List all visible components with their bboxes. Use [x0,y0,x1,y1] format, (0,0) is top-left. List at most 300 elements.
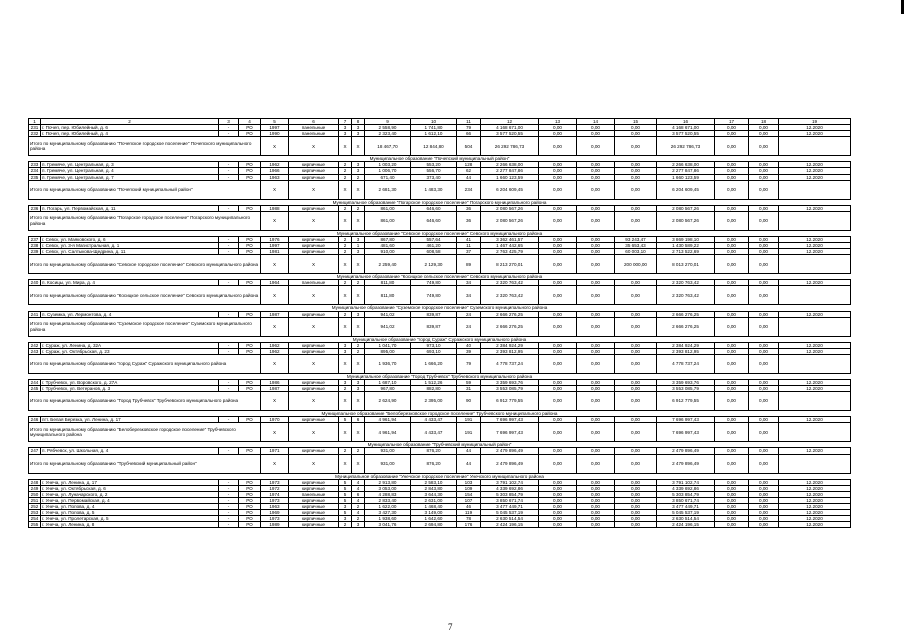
table-cell: 12.2020 [779,417,851,423]
table-cell: 12.2020 [779,249,851,255]
column-number-cell: 3 [219,119,239,125]
table-cell: - [219,491,239,497]
table-cell: 0,00 [577,211,615,230]
table-cell: 0,00 [715,454,749,473]
table-cell: 34 [457,280,481,286]
table-cell: - [219,249,239,255]
table-cell: 2 630 514,54 [657,516,715,522]
table-cell: X [352,423,365,442]
table-cell: кирпичные [289,379,339,385]
table-cell: 0,00 [715,379,749,385]
table-cell: 0,00 [615,162,657,168]
subtotal-row [29,354,851,373]
table-cell: 2 713 522,69 [657,249,715,255]
table-cell: 0,00 [715,131,749,137]
table-cell: 0,00 [715,386,749,392]
table-cell: 0,00 [577,348,615,354]
table-cell: 931,00 [365,454,411,473]
table-cell: 1997 [261,125,289,131]
table-cell: X [352,211,365,230]
table-cell: 0,00 [749,280,779,286]
table-cell: 1962 [261,342,289,348]
table-cell: 0,00 [539,497,577,503]
table-cell: кирпичные [289,386,339,392]
table-cell: 0,00 [749,522,779,528]
table-cell: 3 [352,311,365,317]
address-cell: п. Рябчевск, ул. Школьная, д. 4 [41,448,219,454]
table-cell: 0,00 [577,168,615,174]
address-cell: г. Унеча, ул. Первомайская, д. 4 [41,497,219,503]
subtotal-label: Итого по муниципальному образованию "город Сураж" Суражского муниципального района [29,354,261,373]
table-cell: 3 362 461,57 [481,236,539,242]
table-cell: 6 [352,417,365,423]
table-cell: X [339,137,352,156]
table-cell: 12.2020 [779,522,851,528]
table-cell: 39 [457,348,481,354]
table-cell: 4 [352,510,365,516]
table-cell: X [261,180,289,199]
table-cell: 0,00 [577,379,615,385]
table-cell: 238 [29,243,41,249]
table-cell: 504 [457,137,481,156]
table-cell: 2 [339,522,352,528]
table-cell: 0,00 [749,317,779,336]
table-cell: 5 [339,510,352,516]
table-cell: 0,00 [615,454,657,473]
table-cell: кирпичные [289,311,339,317]
table-cell: 0,00 [749,504,779,510]
table-cell: 0,00 [615,211,657,230]
table-cell: 107 [457,497,481,503]
table-cell: 0,00 [615,168,657,174]
table-cell: 910,00 [365,249,411,255]
table-cell: 4 [352,497,365,503]
table-cell: 3 553 085,79 [657,386,715,392]
table-cell: 251 [29,497,41,503]
column-number-cell: 8 [352,119,365,125]
table-cell: 0,00 [749,249,779,255]
table-cell: X [339,423,352,442]
table-cell: 0,00 [539,317,577,336]
table-cell: 0,00 [577,137,615,156]
table-cell: 0,00 [749,205,779,211]
table-cell: 0,00 [715,137,749,156]
table-cell: 1 666,20 [411,354,457,373]
table-cell: 0,00 [749,479,779,485]
address-cell: г. Севск, ул. 3-я Магистральная, д. 1 [41,243,219,249]
table-cell [779,317,851,336]
table-cell: 0,00 [749,174,779,180]
table-cell: 2 666 276,25 [657,317,715,336]
table-cell: 79 [457,125,481,131]
table-cell: РО [239,485,261,491]
table-cell: 0,00 [615,125,657,131]
table-cell: 0,00 [577,311,615,317]
table-cell: 4 168 671,00 [481,125,539,131]
table-cell: - [219,379,239,385]
table-cell: 2 [352,174,365,180]
table-cell: 4 961,94 [365,423,411,442]
table-cell: 0,00 [749,386,779,392]
table-cell: - [219,174,239,180]
table-cell: 0,00 [749,255,779,274]
table-cell: X [261,255,289,274]
table-cell: - [219,311,239,317]
table-cell: - [219,236,239,242]
table-cell: 0,00 [577,255,615,274]
table-cell: 191 [457,417,481,423]
table-cell: 3 [352,236,365,242]
table-cell: 0,00 [715,342,749,348]
table-cell: 2 393 812,95 [657,348,715,354]
table-cell: 2 259,40 [365,255,411,274]
table-cell: 3 477 449,71 [657,504,715,510]
table-cell: 26 292 786,73 [657,137,715,156]
table-cell: 0,00 [615,448,657,454]
table-cell: 0,00 [715,485,749,491]
table-cell: 3 [352,386,365,392]
table-cell: 0,00 [749,354,779,373]
table-cell: кирпичные [289,243,339,249]
table-cell: 0,00 [749,510,779,516]
table-cell: 12.2020 [779,205,851,211]
table-cell: 4 [352,479,365,485]
table-cell: 0,00 [615,311,657,317]
subtotal-row [29,454,851,473]
table-cell: 1963 [261,174,289,180]
table-cell: - [219,125,239,131]
table-cell: 0,00 [577,342,615,348]
table-cell: 0,00 [749,211,779,230]
table-cell: 4 168 671,00 [657,125,715,131]
table-cell: 26 292 786,73 [481,137,539,156]
table-cell: 0,00 [749,162,779,168]
table-cell: РО [239,205,261,211]
table-cell: 79 [457,354,481,373]
table-cell: РО [239,125,261,131]
table-cell: 253 [29,510,41,516]
table-cell: 6 204 609,45 [481,180,539,199]
table-cell: 247 [29,448,41,454]
table-cell: 0,00 [615,386,657,392]
table-cell: 2 843,80 [411,485,457,491]
table-cell: 1963 [261,504,289,510]
table-cell: панельные [289,125,339,131]
table-cell: 2 [352,280,365,286]
table-cell: 0,00 [577,243,615,249]
table-cell: 1 612,10 [411,131,457,137]
table-cell: 60 003,10 [615,249,657,255]
table-cell: 1971 [261,448,289,454]
table-cell: 0,00 [577,497,615,503]
table-cell: 4 339 692,86 [481,485,539,491]
address-cell: г. Унеча, ул. Попова, д. 4 [41,504,219,510]
column-number-cell: 5 [261,119,289,125]
subtotal-row [29,286,851,305]
table-cell: 671,40 [365,174,411,180]
table-cell: 861,00 [365,211,411,230]
table-cell: 0,00 [539,354,577,373]
table-cell: 0,00 [539,286,577,305]
table-cell: 3 477 449,71 [481,504,539,510]
table-cell: 12.2020 [779,516,851,522]
table-cell: 0,00 [749,342,779,348]
table-cell: - [219,504,239,510]
table-cell: 1973 [261,516,289,522]
table-cell: 2 320 763,42 [481,286,539,305]
table-cell: 0,00 [539,348,577,354]
column-number-cell: 14 [577,119,615,125]
table-cell: 12.2020 [779,497,851,503]
table-cell: 0,00 [577,236,615,242]
section-title: Муниципальное образование "Косицкое сельское поселение" Севского муниципального района [29,274,851,280]
table-cell: РО [239,249,261,255]
table-cell: 2 320 763,42 [481,280,539,286]
table-cell: 0,00 [749,497,779,503]
table-cell: 0,00 [715,510,749,516]
table-cell: 2 266 638,00 [481,162,539,168]
table-cell: 37 [457,249,481,255]
table-cell: РО [239,510,261,516]
table-cell: X [289,392,339,411]
table-cell: 2 080 567,26 [481,205,539,211]
table-cell: 876,20 [411,448,457,454]
table-cell: 248 [29,479,41,485]
table-cell: 0,00 [577,479,615,485]
table-cell: 0,00 [577,423,615,442]
table-cell: 1973 [261,479,289,485]
table-cell: 0,00 [577,131,615,137]
table-cell: 0,00 [749,516,779,522]
table-cell: 1 687,10 [365,379,411,385]
table-cell: 0,00 [615,286,657,305]
table-cell: 0,00 [615,137,657,156]
table-cell: 553,20 [411,162,457,168]
table-cell: X [339,354,352,373]
table-cell: 12.2020 [779,510,851,516]
table-cell: 0,00 [539,448,577,454]
column-number-cell: 12 [481,119,539,125]
table-cell: 0,00 [615,485,657,491]
table-cell: 1 741,80 [411,125,457,131]
table-cell: 2 080 567,26 [481,211,539,230]
table-cell: 3 [352,162,365,168]
table-cell: 1 003,20 [365,162,411,168]
table-cell: 240 [29,280,41,286]
table-cell: - [219,386,239,392]
table-cell: 191 [457,423,481,442]
table-cell: - [219,522,239,528]
table-cell: 12.2020 [779,125,851,131]
table-cell: 1966 [261,168,289,174]
table-cell: 40 [457,342,481,348]
table-cell: 1989 [261,522,289,528]
table-cell: 234 [457,180,481,199]
table-cell: 2 479 896,49 [657,454,715,473]
section-title: Муниципальное образование "Суземское городское поселение" Суземского муниципального района [29,305,851,311]
table-cell: 231 [29,125,41,131]
column-number-cell: 1 [29,119,41,125]
table-cell: X [289,286,339,305]
table-cell: 0,00 [749,485,779,491]
table-cell: 1 660 123,59 [481,174,539,180]
table-cell: 0,00 [749,125,779,131]
table-cell: 12.2020 [779,162,851,168]
table-cell: 255 [29,522,41,528]
table-cell: 3 791 102,74 [481,479,539,485]
table-cell: X [261,317,289,336]
table-cell: кирпичные [289,249,339,255]
table-cell: 0,00 [715,491,749,497]
table-cell: 93 243,47 [615,236,657,242]
table-cell: 2 630 514,54 [481,516,539,522]
table-cell: 0,00 [749,243,779,249]
table-cell: 1 512,26 [411,379,457,385]
table-cell: 0,00 [615,354,657,373]
table-cell: 0,00 [615,317,657,336]
table-cell: 0,00 [615,417,657,423]
table-cell: 35 653,43 [615,243,657,249]
table-cell: 0,00 [749,131,779,137]
table-cell: 2 479 896,49 [481,454,539,473]
table-cell: 0,00 [615,510,657,516]
table-cell: кирпичные [289,168,339,174]
table-cell: 3 427,30 [365,510,411,516]
section-title: Муниципальное образование "Унечское городское поселение" Унечского муниципального района [29,473,851,479]
table-cell: X [289,211,339,230]
table-cell: 249 [29,485,41,491]
table-cell: X [261,423,289,442]
table-cell: 0,00 [615,280,657,286]
table-cell: 2 479 896,49 [657,448,715,454]
address-cell: п. Гремяче, ул. Центральная, д. 3 [41,162,219,168]
table-cell: 0,00 [715,497,749,503]
table-cell: 5 [339,417,352,423]
table-cell: кирпичные [289,448,339,454]
table-cell: 0,00 [539,137,577,156]
table-cell: 4 339 692,86 [657,485,715,491]
column-number-cell: 16 [657,119,715,125]
table-cell: 200 000,00 [615,255,657,274]
table-cell: 0,00 [615,205,657,211]
table-cell: X [289,317,339,336]
table-cell: 0,00 [615,504,657,510]
table-cell: 0,00 [749,417,779,423]
table-cell: 0,00 [577,504,615,510]
table-cell: 0,00 [539,236,577,242]
table-cell: панельные [289,131,339,137]
table-cell: 3 850 671,74 [657,497,715,503]
subtotal-label: Итого по муниципальному образованию "Погарское городское поселение" Погарского муниципального района [29,211,261,230]
table-cell: 119 [457,510,481,516]
column-number-cell: 11 [457,119,481,125]
table-cell: 3 041,76 [365,522,411,528]
table-cell: 4 778 737,24 [657,354,715,373]
column-number-cell: 10 [411,119,457,125]
table-cell: X [261,211,289,230]
table-cell: 0,00 [539,504,577,510]
table-cell: 0,00 [539,168,577,174]
table-cell: 839,87 [411,317,457,336]
subtotal-label: Итого по муниципальному образованию "Белоберезковское городское поселение" Трубчевского муниципального района [29,423,261,442]
column-number-cell: 13 [539,119,577,125]
table-cell: 103 [457,479,481,485]
table-cell: 1 483,30 [411,180,457,199]
table-cell: 0,00 [715,286,749,305]
column-number-cell: 18 [749,119,779,125]
column-number-cell: 4 [239,119,261,125]
table-cell: - [219,168,239,174]
table-cell: 232 [29,131,41,137]
address-cell: г. Севск, ул. Маяковского, д. 6 [41,236,219,242]
table-body [29,119,851,528]
table-cell: 3 [352,249,365,255]
table-cell: - [219,448,239,454]
address-cell: г. Унеча, ул. Октябрьская, д. 6 [41,485,219,491]
table-cell: - [219,510,239,516]
table-cell: 2 [339,174,352,180]
table-cell: 36 [457,205,481,211]
subtotal-row [29,137,851,156]
table-cell: 18 467,70 [365,137,411,156]
table-cell: 0,00 [749,311,779,317]
subtotal-row [29,423,851,442]
table-cell [779,137,851,156]
table-cell: РО [239,280,261,286]
table-cell: 3 553 085,79 [481,386,539,392]
column-number-cell: 9 [365,119,411,125]
table-cell: 0,00 [715,354,749,373]
table-cell: 0,00 [539,205,577,211]
table-cell: 7 696 997,43 [481,417,539,423]
subtotal-label: Итого по муниципальному образованию "Почепский муниципальный район" [29,180,261,199]
table-cell: 6 912 779,55 [657,392,715,411]
table-cell: X [352,286,365,305]
table-cell: 0,00 [715,205,749,211]
subtotal-row [29,211,851,230]
table-cell: 0,00 [715,479,749,485]
table-cell: 46 [457,504,481,510]
table-cell: 0,00 [539,342,577,348]
table-cell: 0,00 [749,448,779,454]
table-cell: 1 660 123,59 [657,174,715,180]
table-cell: 461,20 [411,243,457,249]
section-title: Муниципальное образование "Трубчевский муниципальный район" [29,442,851,448]
table-cell: 0,00 [539,162,577,168]
table-cell: 0,00 [539,491,577,497]
table-cell: 941,02 [365,311,411,317]
table-cell: X [339,454,352,473]
table-cell: 0,00 [577,317,615,336]
table-cell: 1974 [261,491,289,497]
address-cell: п. Гремяче, ул. Центральная, д. 7 [41,174,219,180]
table-cell: РО [239,386,261,392]
table-cell: 1964 [261,280,289,286]
table-cell: 2 [339,280,352,286]
table-cell: 0,00 [715,174,749,180]
table-cell: 1 041,70 [365,342,411,348]
table-cell: 3 [352,522,365,528]
table-cell: 876,20 [411,454,457,473]
table-cell: 0,00 [577,205,615,211]
table-cell: РО [239,311,261,317]
table-cell: X [261,286,289,305]
table-cell: 12.2020 [779,311,851,317]
subtotal-row [29,317,851,336]
table-cell: 0,00 [715,417,749,423]
table-cell: кирпичные [289,479,339,485]
section-title: Муниципальное образование "город Сураж" Суражского муниципального района [29,336,851,342]
